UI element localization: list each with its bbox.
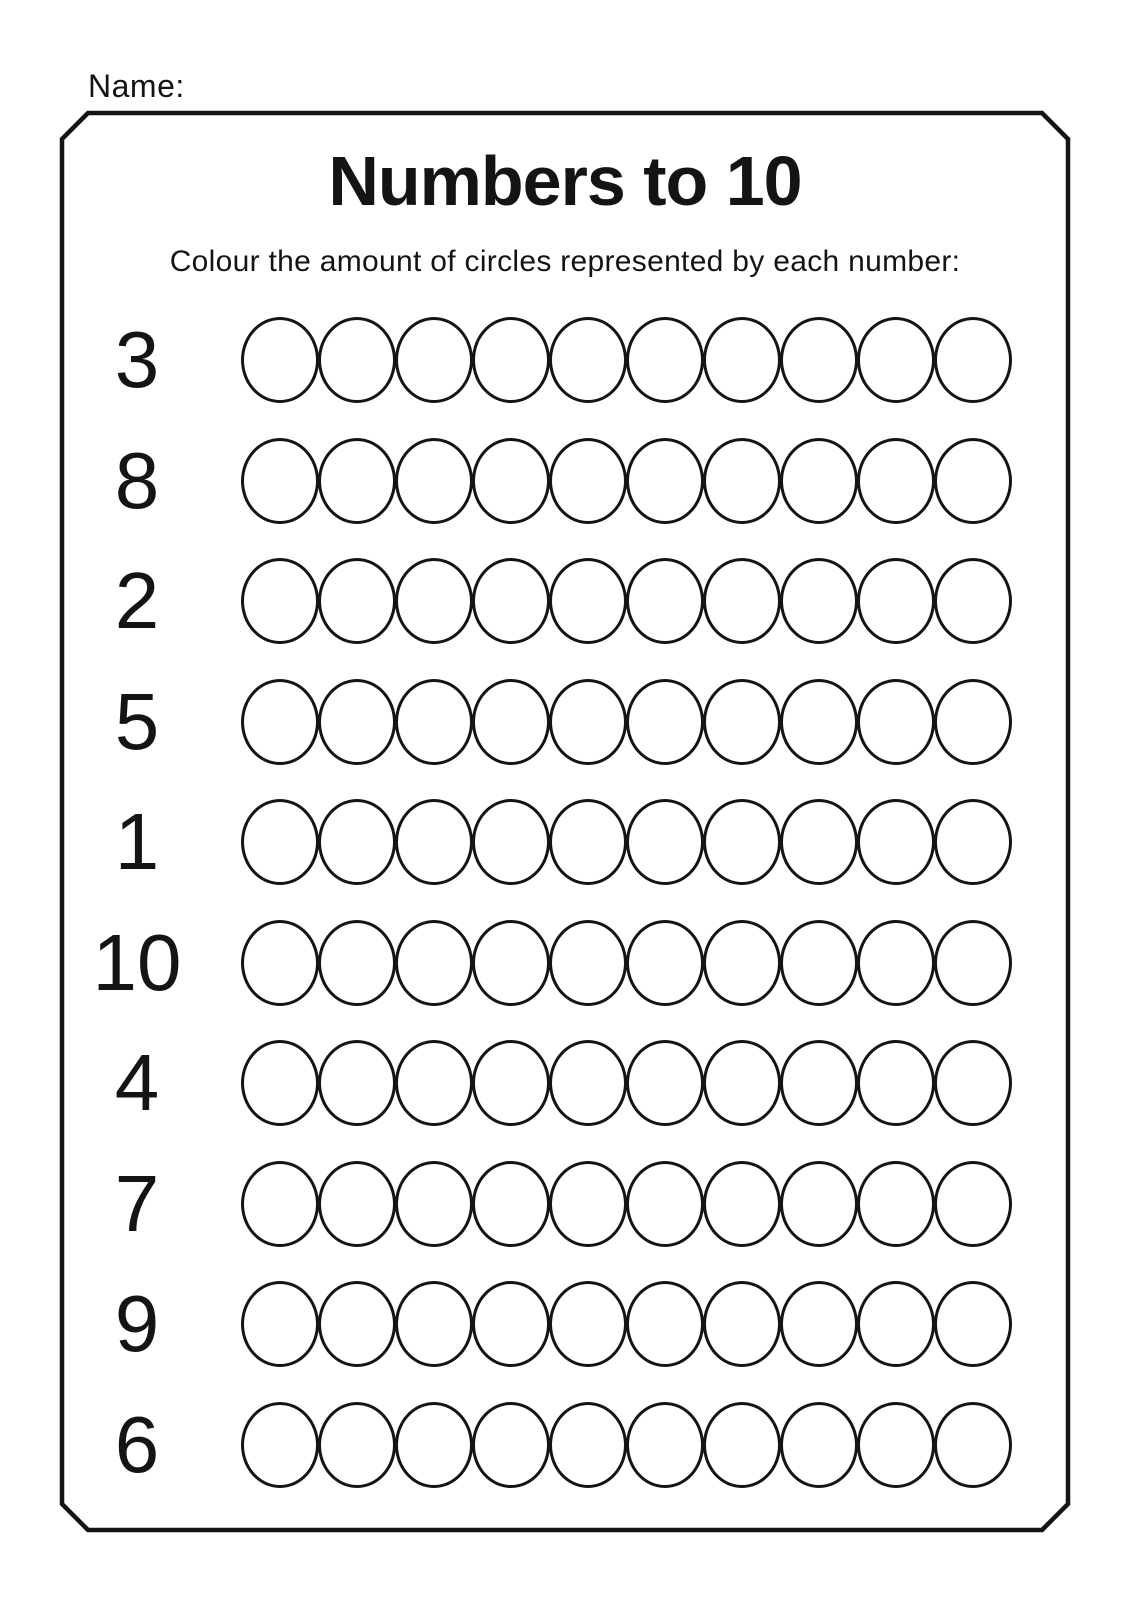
colour-circle[interactable]: [395, 558, 473, 644]
colour-circle[interactable]: [934, 1402, 1012, 1488]
row-number-label: 5: [114, 676, 160, 766]
colour-circle[interactable]: [318, 558, 396, 644]
row-number-label: 3: [114, 315, 160, 405]
colour-circle[interactable]: [395, 1040, 473, 1126]
circle-row: [241, 1402, 1012, 1488]
colour-circle[interactable]: [318, 317, 396, 403]
row-number-label: 4: [114, 1038, 160, 1128]
colour-circle[interactable]: [395, 920, 473, 1006]
colour-circle[interactable]: [241, 1281, 319, 1367]
colour-circle[interactable]: [857, 1040, 935, 1126]
colour-circle[interactable]: [780, 679, 858, 765]
colour-circle[interactable]: [703, 438, 781, 524]
colour-circle[interactable]: [318, 679, 396, 765]
colour-circle[interactable]: [857, 438, 935, 524]
rows-container: [62, 300, 1068, 1505]
colour-circle[interactable]: [395, 799, 473, 885]
circle-row: [241, 679, 1012, 765]
colour-circle[interactable]: [626, 1281, 704, 1367]
colour-circle[interactable]: [703, 799, 781, 885]
colour-circle[interactable]: [857, 799, 935, 885]
row-number-label: 9: [114, 1279, 160, 1369]
colour-circle[interactable]: [241, 1402, 319, 1488]
circle-row: [241, 1161, 1012, 1247]
circle-row: [241, 317, 1012, 403]
colour-circle[interactable]: [472, 558, 550, 644]
colour-circle[interactable]: [703, 1040, 781, 1126]
worksheet-row: [62, 1385, 1068, 1506]
colour-circle[interactable]: [241, 679, 319, 765]
row-number-label: 10: [92, 917, 182, 1007]
colour-circle[interactable]: [780, 1281, 858, 1367]
colour-circle[interactable]: [395, 1161, 473, 1247]
colour-circle[interactable]: [472, 317, 550, 403]
colour-circle[interactable]: [318, 1161, 396, 1247]
colour-circle[interactable]: [395, 679, 473, 765]
colour-circle[interactable]: [857, 1281, 935, 1367]
worksheet-row: [62, 421, 1068, 542]
colour-circle[interactable]: [395, 438, 473, 524]
colour-circle[interactable]: [703, 317, 781, 403]
colour-circle[interactable]: [241, 558, 319, 644]
colour-circle[interactable]: [626, 1402, 704, 1488]
worksheet-instruction: Colour the amount of circles represented by each number:: [169, 245, 961, 278]
colour-circle[interactable]: [934, 1281, 1012, 1367]
colour-circle[interactable]: [395, 1281, 473, 1367]
colour-circle[interactable]: [780, 558, 858, 644]
colour-circle[interactable]: [549, 799, 627, 885]
colour-circle[interactable]: [780, 1402, 858, 1488]
colour-circle[interactable]: [780, 799, 858, 885]
colour-circle[interactable]: [241, 1161, 319, 1247]
circle-row: [241, 558, 1012, 644]
colour-circle[interactable]: [934, 1161, 1012, 1247]
colour-circle[interactable]: [857, 1402, 935, 1488]
colour-circle[interactable]: [780, 1161, 858, 1247]
colour-circle[interactable]: [780, 317, 858, 403]
row-number-label: 8: [114, 435, 160, 525]
colour-circle[interactable]: [549, 920, 627, 1006]
colour-circle[interactable]: [241, 1040, 319, 1126]
colour-circle[interactable]: [626, 317, 704, 403]
colour-circle[interactable]: [549, 1281, 627, 1367]
worksheet-title: Numbers to 10: [328, 142, 802, 220]
colour-circle[interactable]: [857, 920, 935, 1006]
colour-circle[interactable]: [472, 1040, 550, 1126]
colour-circle[interactable]: [626, 1040, 704, 1126]
row-number-label: 2: [114, 556, 160, 646]
colour-circle[interactable]: [703, 920, 781, 1006]
colour-circle[interactable]: [626, 799, 704, 885]
colour-circle[interactable]: [780, 1040, 858, 1126]
colour-circle[interactable]: [549, 438, 627, 524]
colour-circle[interactable]: [626, 558, 704, 644]
colour-circle[interactable]: [549, 317, 627, 403]
colour-circle[interactable]: [318, 920, 396, 1006]
colour-circle[interactable]: [780, 920, 858, 1006]
colour-circle[interactable]: [241, 799, 319, 885]
colour-circle[interactable]: [934, 920, 1012, 1006]
colour-circle[interactable]: [626, 920, 704, 1006]
row-number-label: 1: [114, 797, 160, 887]
colour-circle[interactable]: [472, 438, 550, 524]
worksheet-row: [62, 1264, 1068, 1385]
colour-circle[interactable]: [934, 558, 1012, 644]
colour-circle[interactable]: [703, 1402, 781, 1488]
colour-circle[interactable]: [934, 679, 1012, 765]
colour-circle[interactable]: [395, 317, 473, 403]
circle-row: [241, 920, 1012, 1006]
colour-circle[interactable]: [318, 799, 396, 885]
row-number-label: 7: [114, 1158, 160, 1248]
colour-circle[interactable]: [703, 558, 781, 644]
circle-row: [241, 1281, 1012, 1367]
worksheet-row: [62, 782, 1068, 903]
worksheet-row: [62, 662, 1068, 783]
colour-circle[interactable]: [703, 1161, 781, 1247]
colour-circle[interactable]: [549, 1161, 627, 1247]
worksheet-row: [62, 300, 1068, 421]
row-number-label: 6: [114, 1399, 160, 1489]
colour-circle[interactable]: [472, 799, 550, 885]
colour-circle[interactable]: [703, 679, 781, 765]
colour-circle[interactable]: [857, 317, 935, 403]
colour-circle[interactable]: [857, 558, 935, 644]
colour-circle[interactable]: [241, 920, 319, 1006]
colour-circle[interactable]: [549, 1040, 627, 1126]
colour-circle[interactable]: [472, 1161, 550, 1247]
colour-circle[interactable]: [472, 679, 550, 765]
worksheet-row: [62, 1144, 1068, 1265]
colour-circle[interactable]: [549, 558, 627, 644]
worksheet-row: [62, 903, 1068, 1024]
colour-circle[interactable]: [626, 679, 704, 765]
colour-circle[interactable]: [472, 1402, 550, 1488]
colour-circle[interactable]: [857, 679, 935, 765]
colour-circle[interactable]: [395, 1402, 473, 1488]
worksheet-row: [62, 541, 1068, 662]
colour-circle[interactable]: [318, 1281, 396, 1367]
colour-circle[interactable]: [472, 1281, 550, 1367]
colour-circle[interactable]: [318, 438, 396, 524]
colour-circle[interactable]: [857, 1161, 935, 1247]
colour-circle[interactable]: [934, 317, 1012, 403]
colour-circle[interactable]: [241, 438, 319, 524]
colour-circle[interactable]: [549, 1402, 627, 1488]
colour-circle[interactable]: [780, 438, 858, 524]
colour-circle[interactable]: [934, 438, 1012, 524]
colour-circle[interactable]: [934, 1040, 1012, 1126]
colour-circle[interactable]: [703, 1281, 781, 1367]
colour-circle[interactable]: [549, 679, 627, 765]
colour-circle[interactable]: [472, 920, 550, 1006]
circle-row: [241, 438, 1012, 524]
worksheet-row: [62, 1023, 1068, 1144]
colour-circle[interactable]: [934, 799, 1012, 885]
colour-circle[interactable]: [318, 1040, 396, 1126]
circle-row: [241, 1040, 1012, 1126]
circle-row: [241, 799, 1012, 885]
colour-circle[interactable]: [318, 1402, 396, 1488]
colour-circle[interactable]: [241, 317, 319, 403]
colour-circle[interactable]: [626, 1161, 704, 1247]
colour-circle[interactable]: [626, 438, 704, 524]
name-label: Name:: [88, 68, 185, 104]
